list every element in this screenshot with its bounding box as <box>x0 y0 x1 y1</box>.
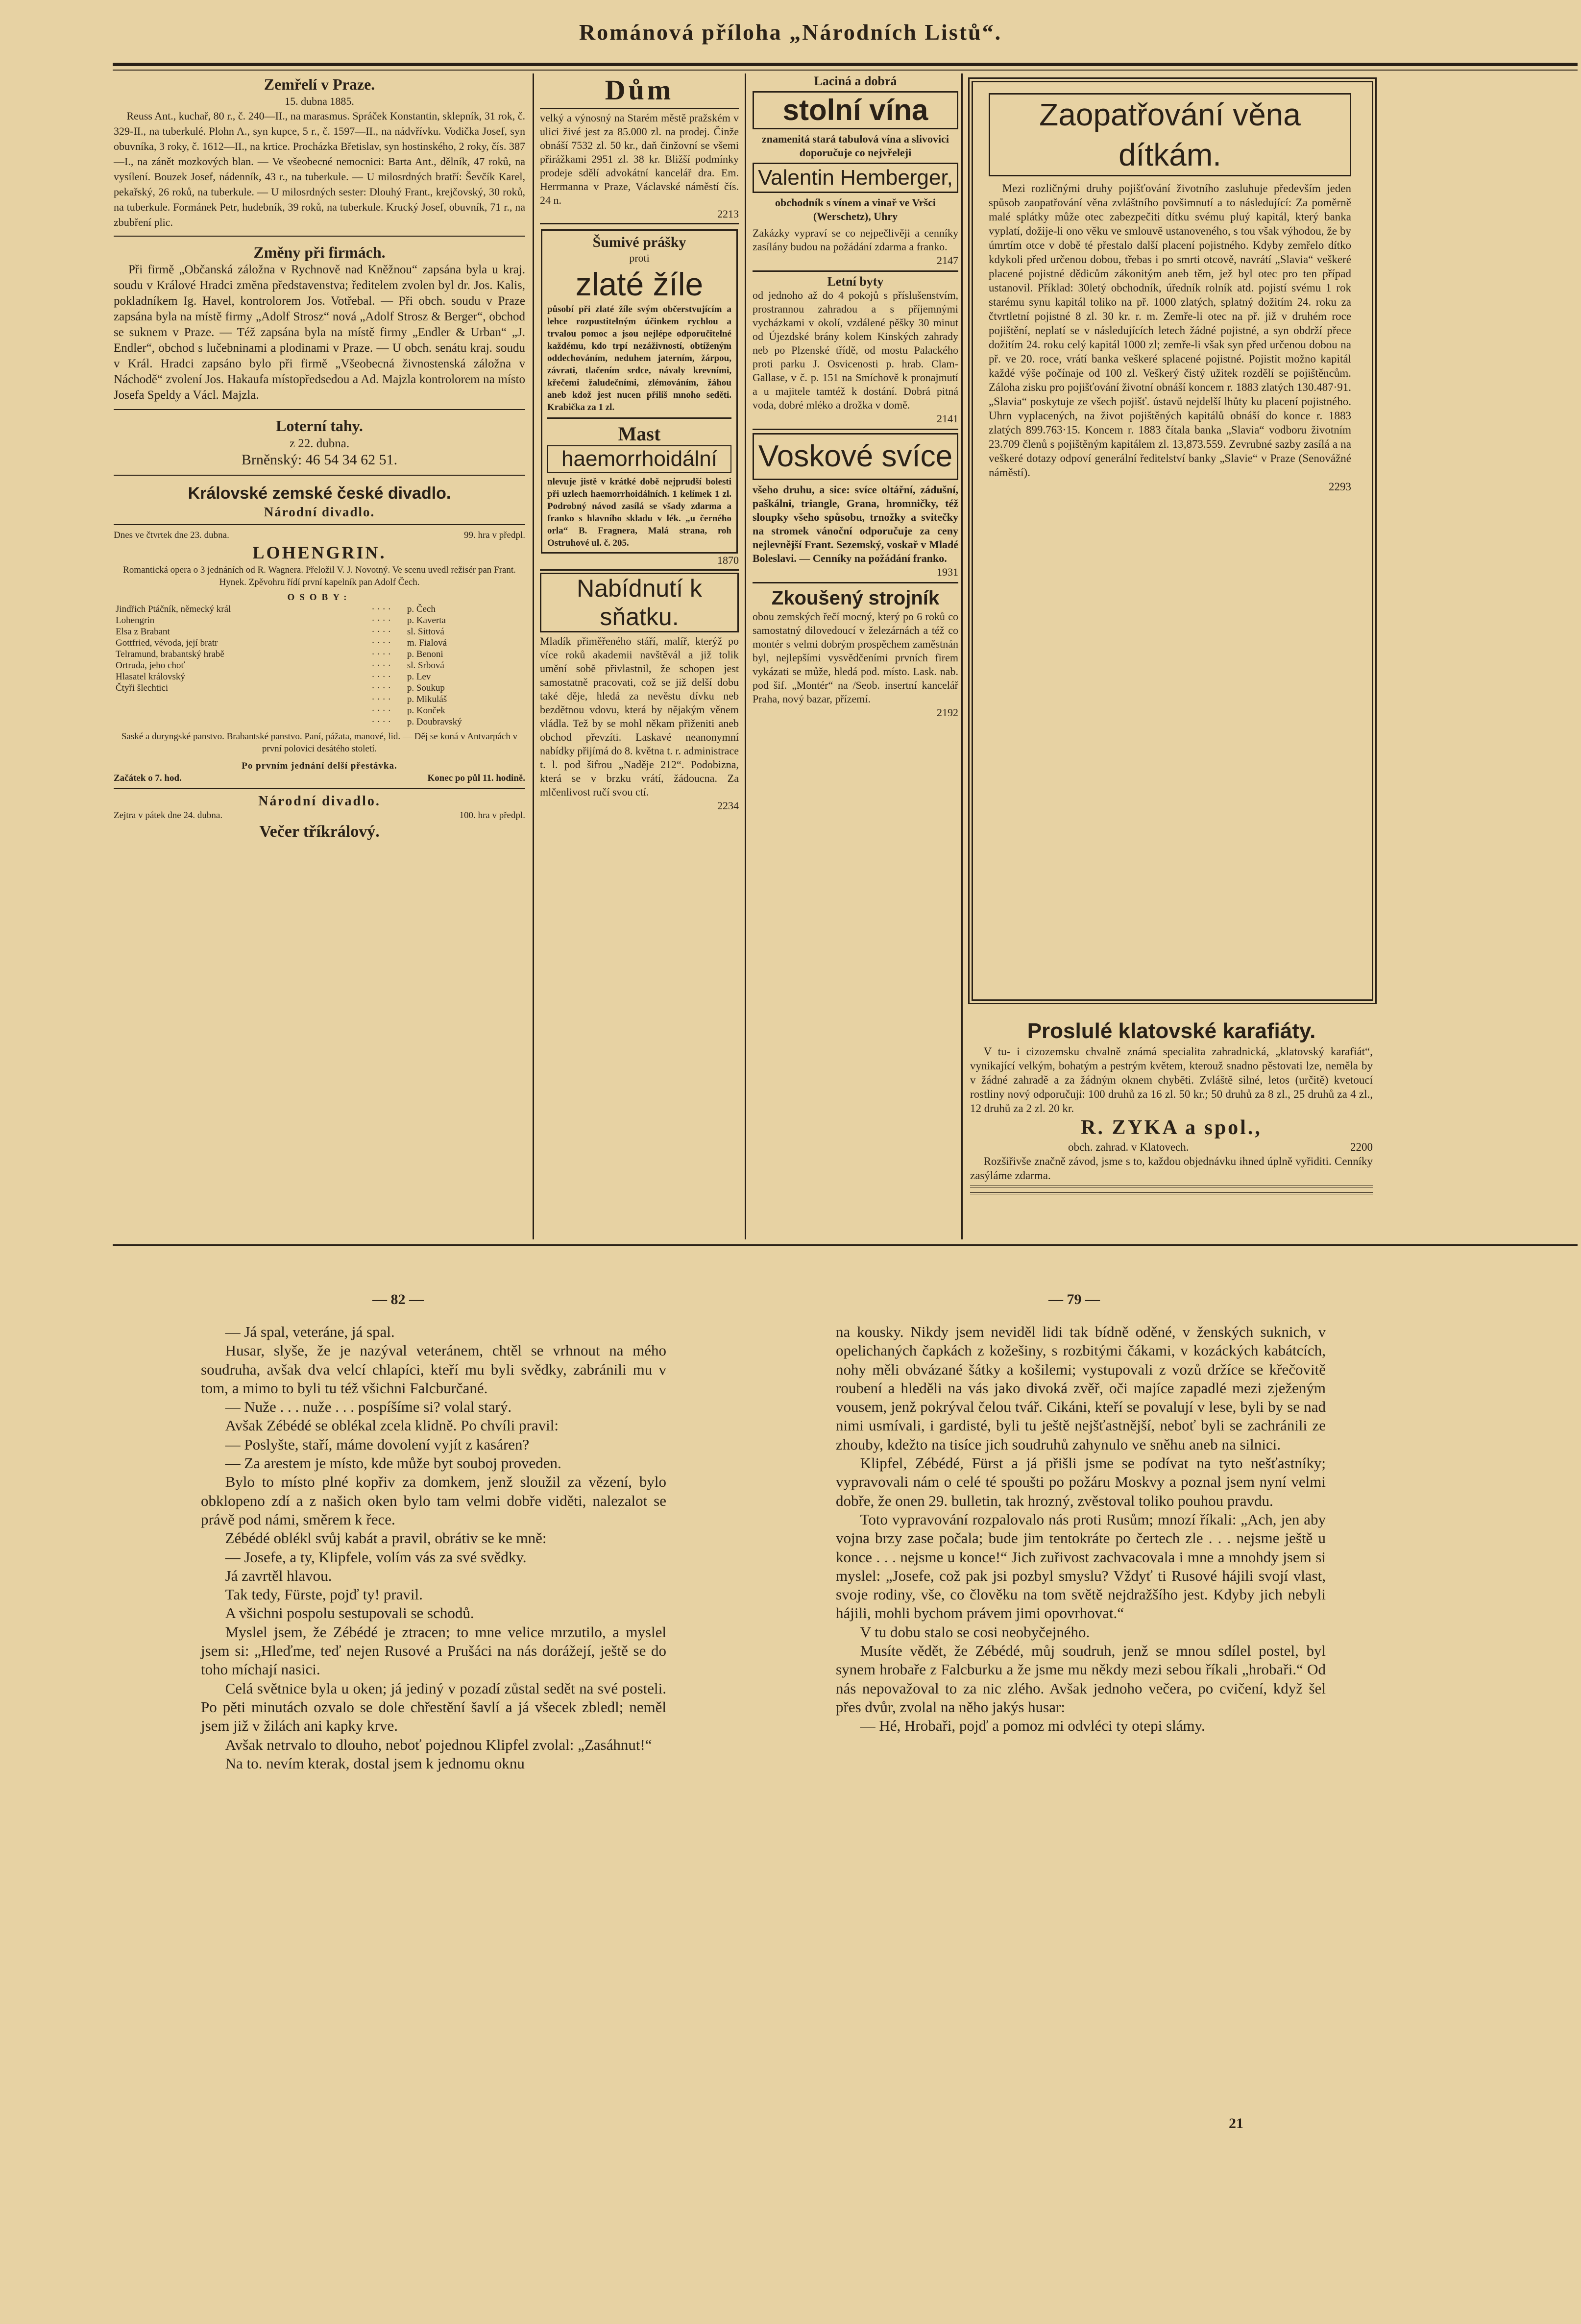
marriage-text: Mladík přiměřeného stáří, malíř, kterýž po více roků akademii navštěvál a již tolik umění sobě přivlastnil, že schopen jest samostatně pracovati, což se již delší dobu také děje, hledá za nevěstu dívku neb bezdětnou vdovu, která by nějakým věnem vládla. Tež by se mohl někam přiženiti aneb obchod převzíti. Laskavé neanonymní nabídky přijímá do 8. května t. r. administrace t. l. pod šifrou „Naděje 212“. Podobizna, která se v brzku vrátí, žádoucna. Za mlčenlivost ručí svou ctí. <box>540 635 739 798</box>
cast-actor: sl. Sittová <box>407 627 444 637</box>
candles-ad <box>753 433 958 579</box>
marriage-ad <box>540 573 739 813</box>
firms-title: Změny při firmách. <box>253 243 386 261</box>
book-paragraph: Musíte vědět, že Zébédé, můj soudruh, jenž se mnou sdílel postel, byl synem hrobaře z Falcburku a že jsme mu někdy mezi sebou říkali „hrobaři.“ Od nás nepovažoval to za nic zlého. Avšak jednoho večera, po cvičení, když šel přes dvůr, zvolal na něho jakýs husar: <box>836 1642 1326 1716</box>
right-page-number: — 79 — <box>1048 1291 1100 1307</box>
lottery-numbers: 46 54 34 62 51. <box>305 452 398 468</box>
powder-ad <box>541 229 738 554</box>
wine-ad <box>753 74 958 267</box>
cast-dots: · · · · <box>371 694 391 704</box>
column-3 <box>753 74 958 720</box>
cast-actor: p. Mikuláš <box>407 694 447 704</box>
cast-actor: p. Benoni <box>407 649 443 659</box>
bottom-rule <box>113 1244 1578 1246</box>
book-paragraph: — Za arestem je místo, kde může byt souboj proveden. <box>225 1454 561 1472</box>
carnations-sub-row <box>970 1140 1373 1154</box>
cast-row <box>114 615 525 626</box>
cast-dots: · · · · <box>371 705 391 716</box>
ointment-title: Mast <box>618 423 661 445</box>
theatre-title: Královské zemské české divadlo. <box>188 484 451 503</box>
cast-actor: p. Kaverta <box>407 615 446 626</box>
divider <box>753 270 958 272</box>
book-paragraph: Celá světnice byla u oken; já jediný v pozadí zůstal sedět na své posteli. Po pěti minutách ozvalo se dole chřestění šavlí a já všecek zbledl; neměl jsem již v žilách ani kapky krve. <box>201 1679 666 1735</box>
cast-title: OSOBY: <box>287 592 352 603</box>
divider <box>540 569 739 571</box>
theatre2-perf: 100. hra v předpl. <box>459 810 525 821</box>
machinist-text: obou zemských řečí mocný, který po 6 roků co samostatný dilovedoucí v železárnách a též co montér s velmi dobrým prospěchem zaměstnán byl, nejlepšími vysvědčeními prvních firem vykázati se může, hledá pod. místo. Lask. nab. pod šif. „Montér“ na /Seob. insertní kancelář Praha, nový bazar, přízemí. <box>753 610 958 705</box>
dowry-text: Mezi rozličnými druhy pojišťování životního zasluhuje především jeden spůsob zaopatřování věna zvláštního povšimnutí a to následující: Za poměrně malé splátky může otec zabezpečiti dítku svému pluý kapitál, který banka vyplatí, dožije-li ono věku ve smlouvě ustanoveného, s tou však výhodou, že by úmrtím otce v době té přestalo další placení pojistného. Kdyby zemřelo dítko kdykoli před určenou dobou, třebas i po smrti otcově, navrátí „Slavia“ veškeré placené pojistné dědicům zákonitým aneb těm, jež byl otec pro ten případ ustanovil. Příklad: 30letý obchodník, úředník rolník atd. pojistí svému 1 rok starému synu kapitál toliko na př. 1000 zlatých, splatný dožitím 24. roku za čtvrtletní pojistné 8 zl. 30 kr. r. m. Zemře-li otec na př. již v druhém roce pojištění, neplatí se v následujících letech žádné pojistné, a syn obdrží přece dožitím 24. roku celý kapitál 1000 zl; zemře-li však syn před určenou dobou na př. ve 20. roce, vrátí banka veškeré splacené pojistné. Pojistit možno kapitál každé výše počínaje od 100 zl. Veškerý čistý užitek rozdělí se pojištěncům. Záloha zisku pro pojišťování životní obnáší koncem r. 1883 zlatých 130.487·91. „Slavia“ poskytuje ze všech pojišť. ústavů nejdelší lhůty ku placení pojistného. Uhrn vyplacených, na život pojištěných kapitálů obnáší do konce r. 1883 zlatých 899.763·15. Koncem r. 1883 čítala banka „Slavia“ vodboru životním 23.709 členů s pojištěným kapitálem zl. 13,873.559. Zevrubné sazby zasílá a na veškeré dotazy odpoví generální ředitelství banky „Slavie“ v Praze (Senovážné náměstí). <box>989 182 1351 479</box>
cast-actor: p. Soukup <box>407 683 445 693</box>
summer-ad <box>753 275 958 426</box>
theatre-date: Dnes ve čtvrtek dne 23. dubna. <box>114 530 229 540</box>
book-paragraph: na kousky. Nikdy jsem neviděl lidi tak bídně oděné, v ženských suknich, v opelichaných čapkách z kožešiny, s rozbitými čákami, v kozáckých kabátcích, nohy měli obvázané šátky a košilemi; vystupovali z vozů držíce se křečovitě roubení a hleděli na vás jako divoká zvěř, oči majíce zapadlé mezi zježeným vousem, jenž pokrýval čelou tvář. Cikáni, kteří se povalují v lese, byli by se nad nimi usmívali, i gardisté, byli tu ještě nejšťastnější, neboť byli se zachránili ze zhouby, kdežto na tisíce jich soudruhů zahynulo ve sněhu aneb na silnici. <box>836 1323 1326 1453</box>
divider <box>753 429 958 430</box>
dowry-num: 2293 <box>1329 481 1351 493</box>
ointment-num: 1870 <box>717 554 739 566</box>
cast-dots: · · · · <box>371 672 391 682</box>
firms-text: Při firmě „Občanská záložna v Rychnově nad Kněžnou“ zapsána byla u kraj. soudu v Králové Hradci změna představenstva; ředitelem zvolen byl dr. Jos. Kalis, pokladníkem Ig. Havel, kontrolorem Jos. Votřebal. — Při obch. soudu v Praze zapsána byla na místě firmy „Adolf Strosz“ nová „Adolf Strosz & Berger“, obchod se suknem v Praze. — Též zapsána byla na místě firmy „Endler & Urban“ „J. Endler“, obchod s lučebninami a plodinami v Praze. — U obch. senátu kraj. soudu v Král. Hradci zapsáno bylo při firmě „Všeobecná živnostenská záložna v Náchodě“ zvolení Jos. Hakaufa místopředsedou a Ad. Majzla kontrolorem na místo Josefa Speldy a Václ. Majzla. <box>114 263 525 402</box>
book-paragraph: Bylo to místo plné kopřiv za domkem, jenž sloužil za vězení, bylo obklopeno zdí a z našich oken bylo tam velmi dobře viděti, nalezalot se právě pod námi, směrem k řece. <box>201 1473 666 1528</box>
theatre-date-row <box>114 529 525 541</box>
wine-text3: Zakázky vypraví se co nejpečlivěji a cenníky zasílány budou na požádání zdarma a franko. <box>753 227 958 253</box>
cast-row <box>114 626 525 637</box>
summer-num: 2141 <box>937 412 958 425</box>
cast-role: Hlasatel královský <box>116 672 185 682</box>
dowry-title: Zaopatřování věna dítkám. <box>989 93 1351 176</box>
lottery-city: Brněnský: <box>241 452 302 468</box>
cast-dots: · · · · <box>371 649 391 659</box>
theatre-subtitle: Národní divadlo. <box>264 505 375 519</box>
cast-table <box>114 604 525 727</box>
book-left-page <box>201 1323 666 1773</box>
cast-dots: · · · · <box>371 683 391 693</box>
book-paragraph: Avšak netrvalo to dlouho, neboť pojednou Klipfel zvolal: „Zasáhnut!“ <box>225 1736 652 1753</box>
machinist-title: Zkoušený strojník <box>771 587 940 609</box>
end-time: Konec po půl 11. hodině. <box>427 773 525 783</box>
cast-dots: · · · · <box>371 604 391 614</box>
divider <box>753 582 958 583</box>
carnations-num: 2200 <box>1350 1141 1373 1153</box>
cast-dots: · · · · <box>371 638 391 648</box>
house-num: 2213 <box>717 208 739 220</box>
cast-dots: · · · · <box>371 627 391 637</box>
candles-text: všeho druhu, a sice: svíce oltářní, zádušní, paškálni, triangle, Grana, hromničky, též sloupky všeho spůsobu, trnožky a svitečky na stromek vánoční odporučuje za ceny nejlevnější Frant. Sezemský, voskař v Mladé Boleslavi. — Cenníky na požádání franko. <box>753 484 958 564</box>
column-divider <box>533 73 534 1239</box>
cast-row <box>114 660 525 671</box>
cast-role: Telramund, brabantský hrabě <box>116 649 224 659</box>
carnations-title: Proslulé klatovské karafiáty. <box>1027 1019 1316 1043</box>
cast-actor: p. Lev <box>407 672 431 682</box>
candles-big: Voskové svíce <box>753 433 958 480</box>
book-paragraph: V tu dobu stalo se cosi neobyčejného. <box>860 1623 1090 1641</box>
marriage-num: 2234 <box>717 799 739 812</box>
cast-row <box>114 671 525 682</box>
book-paragraph: Já zavrtěl hlavou. <box>225 1567 332 1584</box>
carnations-sub: obch. zahrad. v Klatovech. <box>1068 1141 1189 1153</box>
ointment-big: haemorrhoidální <box>547 445 731 473</box>
powder-big: zlaté žíle <box>575 266 704 302</box>
cast-role: Ortruda, jeho choť <box>116 660 185 671</box>
marriage-title: Nabídnutí k sňatku. <box>540 573 739 632</box>
cast-role: Lohengrin <box>116 615 155 626</box>
left-page-number: — 82 — <box>372 1291 424 1307</box>
theatre2-row <box>114 809 525 822</box>
book-paragraph: Avšak Zébédé se oblékal zcela klidně. Po chvíli pravil: <box>225 1417 559 1434</box>
house-ad <box>540 74 739 224</box>
play2-title: Večer tříkrálový. <box>259 823 380 841</box>
cast-actor: p. Konček <box>407 705 445 716</box>
column-4-carnations <box>970 1018 1373 1194</box>
wine-name: Valentin Hemberger, <box>753 163 958 193</box>
cast-row <box>114 694 525 705</box>
cast-row <box>114 705 525 716</box>
carnations-firm: R. ZYKA a spol., <box>1081 1116 1262 1139</box>
cast-row <box>114 716 525 727</box>
ornament-rule <box>970 1186 1373 1194</box>
summer-title: Letní byty <box>827 274 884 289</box>
divider <box>114 475 525 476</box>
cast-actor: m. Fialová <box>407 638 447 648</box>
deaths-title: Zemřelí v Praze. <box>264 75 375 93</box>
summer-text: od jednoho až do 4 pokojů s příslušenstvím, prostrannou zahradou a s příjemnými vycházkami v okolí, vzdálené pěšky 30 minut od Újezdské brány kolem Kinských zahrady neb po Plzenské třídě, od mostu Palackého proti parku J. Osvicenosti p. hrab. Clam-Gallase, v č. p. 151 na Smíchově k pronajmutí a u majitele tamtéž k dostání. Dobrá pitná voda, dobré mléko a drožka v domě. <box>753 289 958 411</box>
divider <box>114 409 525 410</box>
wine-text1: znamenitá stará tabulová vína a slivovici doporučuje co nejvřeleji <box>762 133 949 159</box>
cast-row <box>114 682 525 694</box>
lottery-date: z 22. dubna. <box>289 437 350 450</box>
divider <box>540 108 739 109</box>
column-4-dowry <box>989 93 1351 494</box>
carnations-text: V tu- i cizozemsku chvalně známá specialita zahradnická, „klatovský karafiát“, vynikající velkým, bohatým a pestrým květem, kterouž snadno pěstovati lze, neměla by v žádné zahradě a za žádným oknem chyběti. Zvláště silné, letos (určitě) kvetoucí rostliny nový odporučuji: 100 druhů za 16 zl. 50 kr.; 50 druhů za 8 zl., 25 druhů za 4 zl., 12 druhů za 2 zl. 20 kr. <box>970 1045 1373 1114</box>
cast-role <box>114 716 358 727</box>
play-title: LOHENGRIN. <box>252 543 387 562</box>
book-paragraph: — Josefe, a ty, Klipfele, volím vás za své svědky. <box>225 1548 527 1566</box>
cast-dots: · · · · <box>371 717 391 727</box>
wine-num: 2147 <box>937 254 958 266</box>
cast-dots: · · · · <box>371 660 391 671</box>
book-paragraph: Tak tedy, Fürste, pojď ty! pravil. <box>225 1586 423 1603</box>
divider <box>114 788 525 789</box>
column-2 <box>540 74 739 813</box>
cast-actor: p. Čech <box>407 604 436 614</box>
divider <box>114 524 525 525</box>
divider <box>114 236 525 237</box>
machinist-ad <box>753 586 958 720</box>
cast-role <box>114 694 358 705</box>
cast-actor: sl. Srbová <box>407 660 444 671</box>
column-1 <box>114 74 525 842</box>
play-credits: Romantická opera o 3 jednáních od R. Wagnera. Přeložil V. J. Novotný. Ve scenu uvedl režisér pan Frant. Hynek. Zpěvohru řídí první kapelník pan Adolf Čech. <box>123 565 516 587</box>
theatre-perf-no: 99. hra v předpl. <box>463 530 525 540</box>
header-title: Románová příloha „Národních Listů“. <box>579 20 1002 45</box>
carnations-foot: Rozšiřivše značně závod, jsme s to, každou objednávku ihned úplně vyřiditi. Cenníky zasýláme zdarma. <box>970 1155 1373 1182</box>
divider <box>547 417 731 419</box>
book-paragraph: Husar, slyše, že je nazýval veteránem, chtěl se vrhnout na mého soudruha, avšak dva velcí chlapíci, kteří mu byli svědky, zabránili mu v tom, a mimo to byli tu též všichni Falcburčané. <box>201 1342 666 1397</box>
machinist-num: 2192 <box>937 706 958 719</box>
candles-num: 1931 <box>937 566 958 578</box>
cast-row <box>114 637 525 649</box>
start-time: Začátek o 7. hod. <box>114 773 182 783</box>
book-right-page <box>836 1323 1326 1736</box>
house-title: Dům <box>605 74 674 106</box>
cast-role: Jindřich Ptáčník, německý král <box>116 604 231 614</box>
theatre2-title: Národní divadlo. <box>258 794 381 809</box>
wine-text2: obchodník s vínem a vinař ve Vršci (Werschetz), Uhry <box>775 196 936 222</box>
cast-dots: · · · · <box>371 615 391 626</box>
book-paragraph: — Poslyšte, staří, máme dovolení vyjít z kasáren? <box>225 1435 530 1453</box>
book-paragraph: Myslel jsem, že Zébédé je ztracen; to mne velice mrzutilo, a myslel jsem si: „Hleďme, teď nejen Rusové a Prušáci na nás dorážejí, ještě se do toho míchají nasici. <box>201 1623 666 1678</box>
theatre2-date: Zejtra v pátek dne 24. dubna. <box>114 810 223 821</box>
cast-role: Gottfried, vévoda, její bratr <box>116 638 218 648</box>
book-paragraph: A všichni pospolu sestupovali se schodů. <box>225 1604 474 1622</box>
cast-row <box>114 649 525 660</box>
powder-proti: proti <box>629 252 650 264</box>
ointment-text: nlevuje jistě v krátké době nejprudší bolesti při uzlech haemorrhoidálních. 1 kelímek 1 zl. Podrobný návod zasílá se všady zdarma a franko s hlavního skladu v lék. „u černého orla“ B. Fragnera, Malá strana, roh Ostruhové ul. č. 205. <box>547 477 731 548</box>
lottery-row <box>114 452 525 468</box>
lottery-title: Loterní tahy. <box>276 417 363 435</box>
powder-title: Šumivé prášky <box>592 234 686 250</box>
book-paragraph: Klipfel, Zébédé, Fürst a já přišli jsme se podívat na tyto nešťastníky; vypravovali nám o celé té spoušti po požáru Moskvy a poznal jsem nyní velmi dobře, že onen 29. bulletin, tak hrozný, zvěstoval toliko pouhou pravdu. <box>836 1454 1326 1509</box>
book-paragraph: Zébédé oblékl svůj kabát a pravil, obrátiv se ke mně: <box>225 1529 547 1547</box>
cast-role <box>114 705 358 716</box>
header-rule <box>113 63 1578 66</box>
right-page-footer: 21 <box>1229 2115 1243 2131</box>
cast-role: Elsa z Brabant <box>116 627 170 637</box>
cast-actor: p. Doubravský <box>407 717 462 727</box>
deaths-text: Reuss Ant., kuchař, 80 r., č. 240—II., na marasmus. Spráček Konstantin, sklepník, 31 rok, č. 329-II., na tuberkulé. Plohn A., syn kupce, 5 r., č. 1597—II., na nádvřívku. Vodička Josef, syn obuvníka, 3 roky, č. 1612—II., na krtice. Procházka Břetislav, syn hostinského, 2 roky, čís. 387—I., na zánět mozkových blan. — Ve všeobecné nemocnici: Barta Ant., dělník, 47 roků, na vysílení. Bouzek Josef, nádenník, 43 r., na tuberkule. — U milosrdných bratří: Ševčík Karel, pekařský, 26 roků, na tuberkule. — U milosrdných sester: Dlouhý Frant., krejčovský, 30 roků, na tuberkule. Formánek Petr, hudebník, 39 roků, na tuberkule. Krucký Josef, obuvník, 71 r., na zbubření plic. <box>114 110 525 228</box>
book-paragraph: Na to. nevím kterak, dostal jsem k jednomu oknu <box>225 1754 525 1772</box>
header-rule-thin <box>113 70 1578 71</box>
cast-role: Čtyři šlechtici <box>116 683 169 693</box>
book-paragraph: — Nuže . . . nuže . . . pospíšíme si? volal starý. <box>225 1398 512 1416</box>
times-row <box>114 772 525 784</box>
cast-row <box>114 604 525 615</box>
interval-note: Po prvním jednání delší přestávka. <box>242 761 397 771</box>
wine-top: Laciná a dobrá <box>814 74 897 88</box>
wine-big: stolní vína <box>753 91 958 129</box>
play-footer: Saské a duryngské panstvo. Brabantské panstvo. Paní, pážata, manové, lid. — Děj se koná v Antvarpách v první polovici desátého století. <box>121 731 518 754</box>
house-text: velký a výnosný na Starém městě pražském v ulici živé jest za 85.000 zl. na prodej. Činže obnáší 7532 zl. 50 kr., daň činžovní se všemi přirážkami 2951 zl. 38 kr. Bližší podmínky prodeje sdělí advokátní kancelář dra. Em. Herrmanna v Praze, Václavské náměstí čís. 24 n. <box>540 112 739 206</box>
book-paragraph: — Já spal, veteráne, já spal. <box>225 1323 395 1340</box>
deaths-date: 15. dubna 1885. <box>285 95 354 107</box>
powder-text: působí při zlaté žíle svým občerstvujícím a lehce rozpustitelným účinkem rychlou a trvalou pomoc a jsou nejlépe odporučitelné každému, kdo trpí nezáživností, obtíženým oddechováním, neduhem jaterním, žárpou, závrati, tlačením srdce, návaly krevními, křečemi žaludečními, zlémováním, žáhou aneb kdož jest nucen přiliš mnoho seděti. Krabička za 1 zl. <box>547 304 731 412</box>
column-divider <box>961 73 963 1239</box>
book-paragraph: — Hé, Hrobaři, pojď a pomoz mi odvléci ty otepi slámy. <box>860 1717 1205 1735</box>
column-divider <box>745 73 746 1239</box>
book-paragraph: Toto vypravování rozpalovalo nás proti Rusům; mnozí říkali: „Ach, jen aby vojna brzy zase počala; bude jim tentokráte po čertech zle . . . nejsme ještě u konce . . . nejsme u konce!“ Jich zuřivost zachvacovala i mne a mnohdy jsem si myslel: „Josefe, což pak jsi pozbyl smyslu? Vždyť ti Rusové hájili svojí vlast, svoje rodiny, vše, co člověku na tom světě nejdražšího jest. Kdyby jich nebyli hájili, mohli bychom právem jimi opovrhovat.“ <box>836 1510 1326 1622</box>
